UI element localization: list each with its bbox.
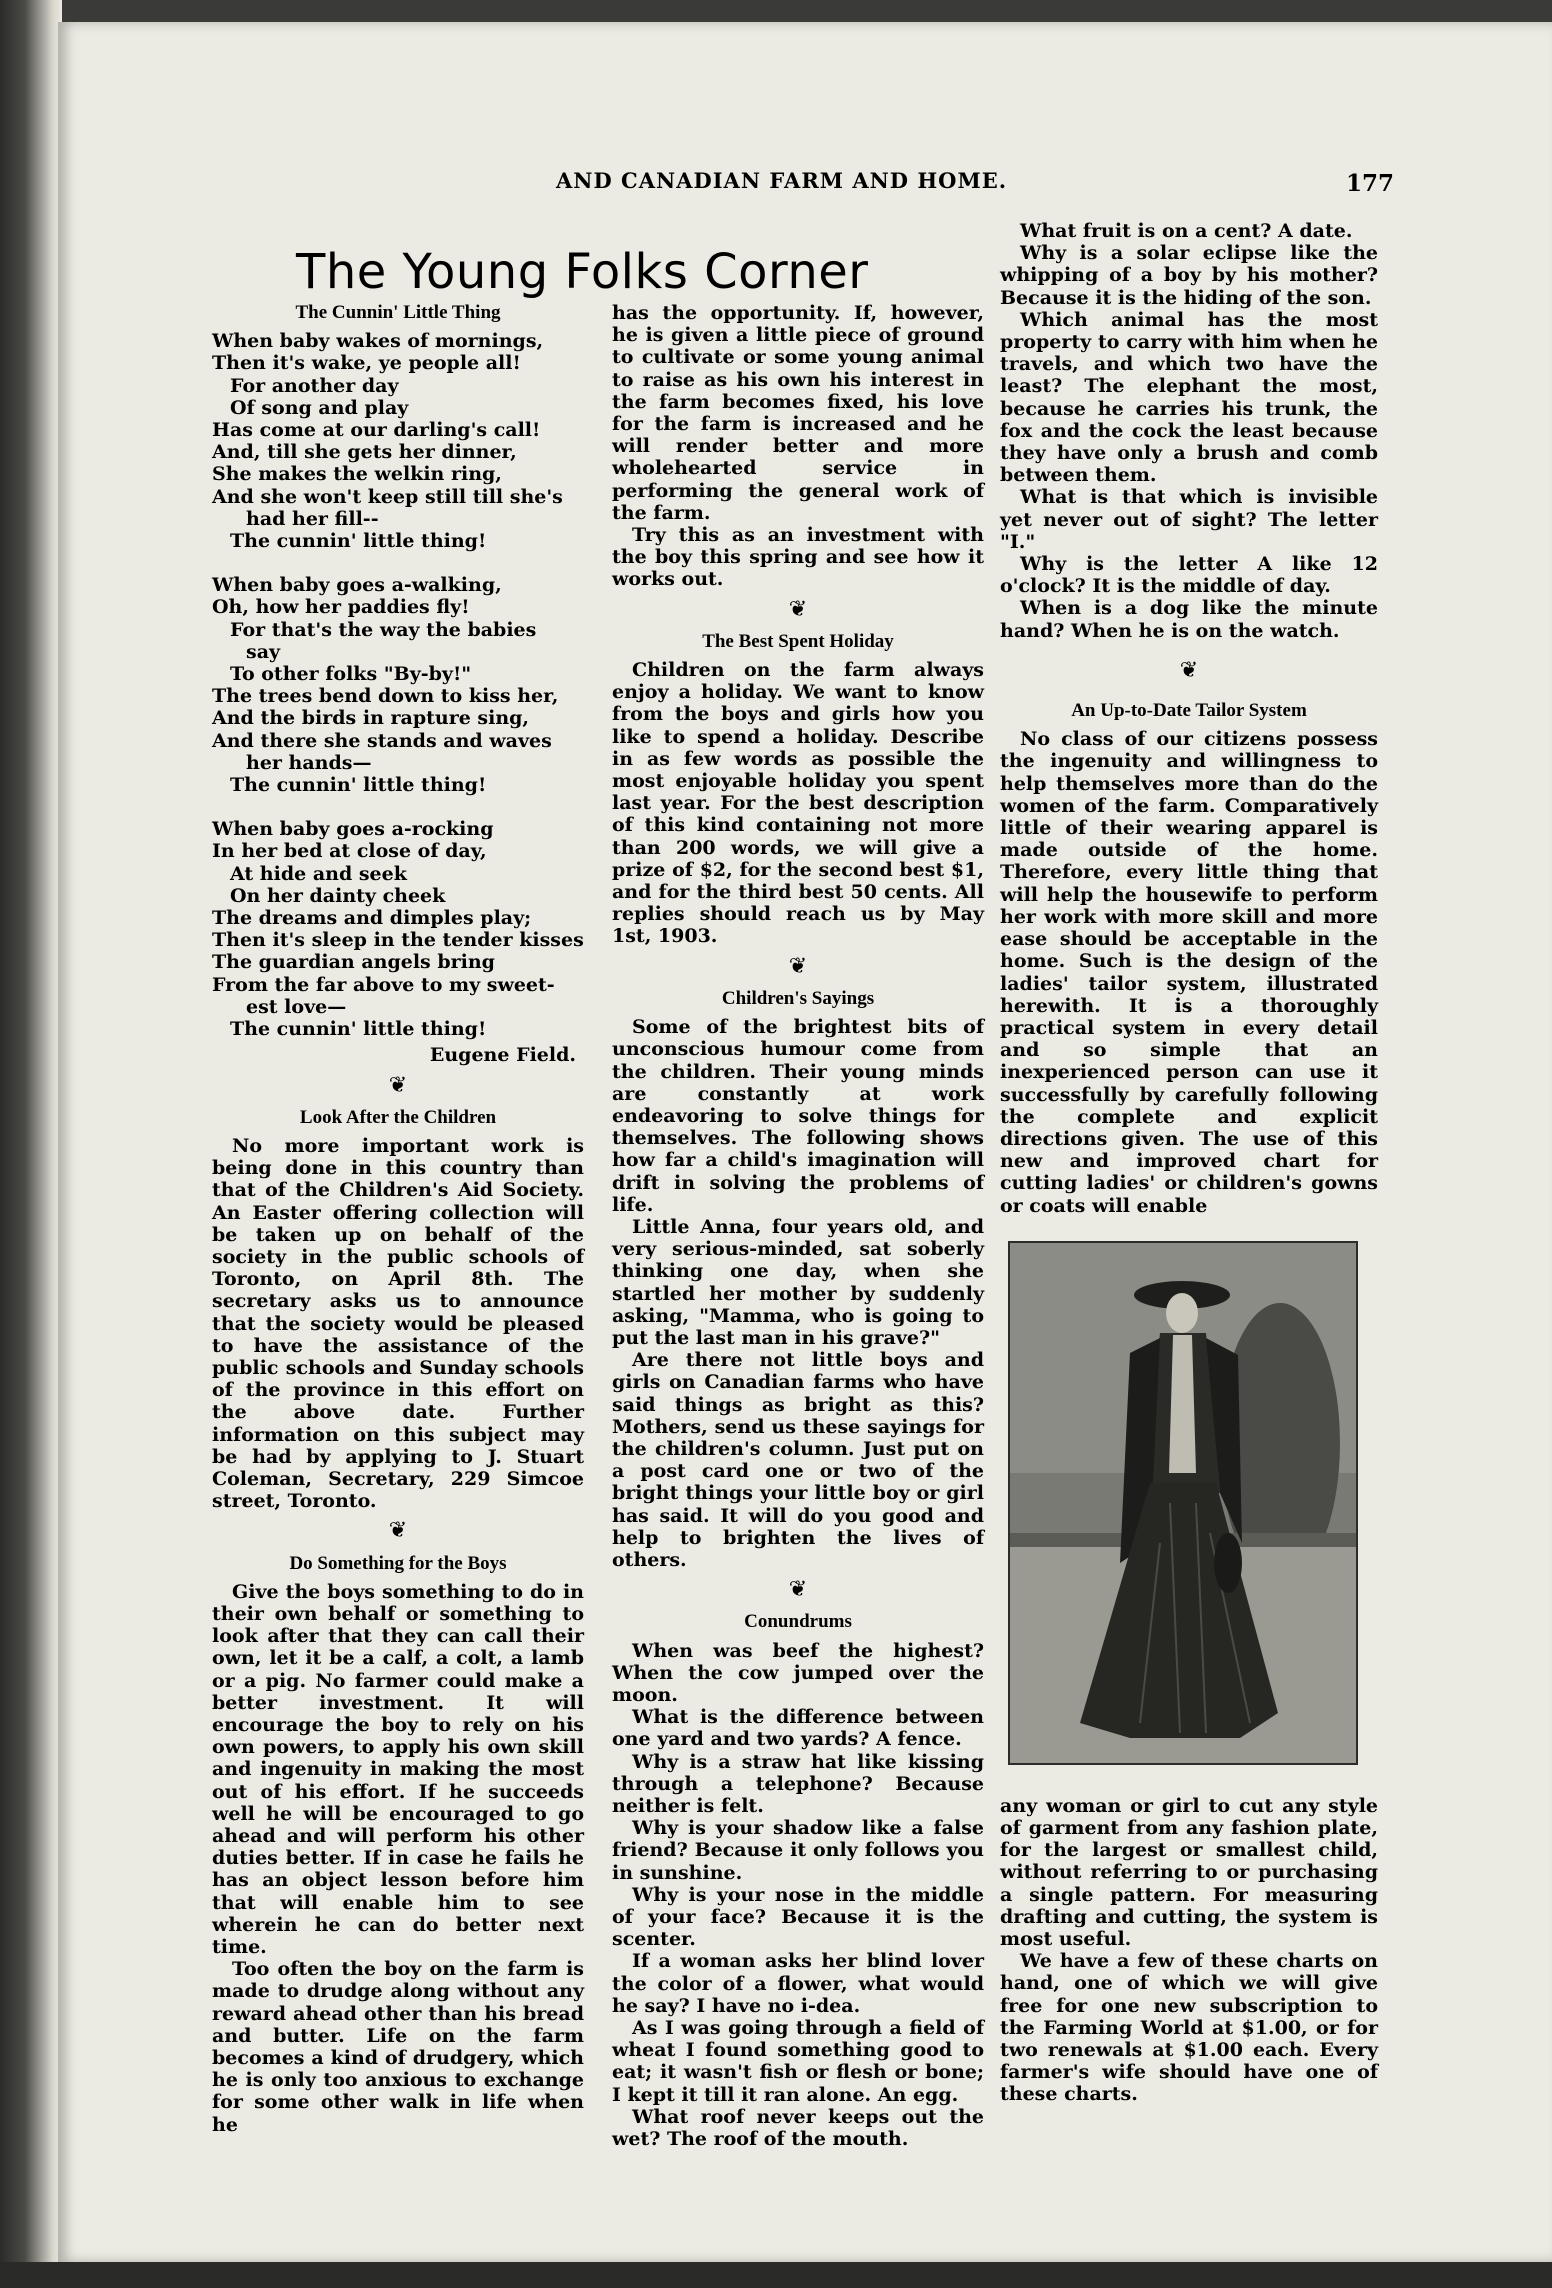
ornament-icon: ❦ bbox=[788, 1577, 808, 1603]
poem-author: Eugene Field. bbox=[429, 1044, 576, 1067]
article-title: Children's Sayings bbox=[721, 987, 875, 1009]
article-paragraph: Little Anna, four years old, and very serious-minded, sat soberly thinking one day, when she startled her mother by suddenly asking, "Mamma, who is going to put the last man in his grave?" bbox=[612, 1215, 984, 1349]
book-spine bbox=[0, 0, 62, 2288]
article-paragraph: has the opportunity. If, however, he is given a little piece of ground to cultivate or some young animal to raise as his own his interest in the farm becomes fixed, his love for the farm is increased and he will render better and more wholehearted service in performing the general work of the farm. bbox=[612, 302, 984, 524]
page-number: 177 bbox=[1346, 170, 1395, 197]
poem-stanza bbox=[212, 818, 584, 1040]
column-3 bbox=[1000, 220, 1378, 2106]
fashion-illustration bbox=[1008, 1241, 1358, 1765]
article-title: The Best Spent Holiday bbox=[702, 630, 894, 652]
running-head: AND CANADIAN FARM AND HOME. bbox=[556, 168, 1008, 193]
article-paragraph: Children on the farm always enjoy a holiday. We want to know from the boys and girls how you like to spend a holiday. Describe in as few words as possible the most enjoyable holiday you spent last year. For the best description of this kind containing not more than 200 words, we will give a prize of $2, for the second best $1, and for the third best 50 cents. All replies should reach us by May 1st, 1903. bbox=[612, 659, 984, 948]
woman-in-gown-icon bbox=[1010, 1243, 1356, 1763]
page-title: The Young Folks Corner bbox=[296, 244, 869, 301]
poem-line: The trees bend down to kiss her, bbox=[212, 685, 559, 708]
poem-title: The Cunnin' Little Thing bbox=[295, 302, 501, 323]
poem-line: To other folks "By-by!" bbox=[230, 663, 472, 686]
conundrum: Which animal has the most property to carry with him when he travels, and which two have the least? The elephant the most, because he carries his trunk, the fox and the cock the least because they have only a brush and comb between them. bbox=[1000, 308, 1378, 487]
column-1 bbox=[212, 302, 584, 2136]
poem-line: The cunnin' little thing! bbox=[230, 774, 487, 797]
conundrum: What is the difference between one yard and two yards? A fence. bbox=[612, 1706, 984, 1751]
poem-line: est love— bbox=[246, 995, 347, 1018]
article-title: Look After the Children bbox=[299, 1106, 497, 1128]
page-bottom-edge bbox=[0, 2262, 1552, 2288]
poem-line: The dreams and dimples play; bbox=[212, 907, 532, 930]
poem-line: And the birds in rapture sing, bbox=[212, 707, 530, 730]
poem-line: In her bed at close of day, bbox=[212, 840, 487, 863]
poem-line: From the far above to my sweet- bbox=[212, 973, 555, 996]
conundrum: Why is a solar eclipse like the whipping of a boy by his mother? Because it is the hiding of the son. bbox=[1000, 242, 1378, 309]
conundrum: As I was going through a field of wheat I found something good to eat; it wasn't fish or flesh or bone; I kept it till it ran alone. An egg. bbox=[612, 2017, 984, 2106]
poem-line: The guardian angels bring bbox=[212, 951, 495, 974]
conundrum: If a woman asks her blind lover the color of a flower, what would he say? I have no i-dea. bbox=[612, 1950, 984, 2017]
conundrum: What is that which is invisible yet never out of sight? The letter "I." bbox=[1000, 486, 1378, 553]
poem-line: And she won't keep still till she's bbox=[212, 485, 563, 508]
poem-line: For another day bbox=[230, 374, 399, 397]
poem-line: Oh, how her paddies fly! bbox=[212, 596, 470, 619]
conundrum: Why is the letter A like 12 o'clock? It is the middle of day. bbox=[1000, 553, 1378, 598]
poem-line: say bbox=[246, 640, 281, 663]
poem-stanza bbox=[212, 330, 584, 552]
poem-line: She makes the welkin ring, bbox=[212, 463, 502, 486]
poem-line: had her fill-- bbox=[246, 507, 379, 530]
ornament-icon: ❦ bbox=[788, 953, 808, 979]
article-title: Do Something for the Boys bbox=[289, 1552, 507, 1574]
article-paragraph: No more important work is being done in this country than that of the Children's Aid Society. An Easter offering collection will be taken up on behalf of the society in the public schools of Toronto, on April 8th. The secretary asks us to announce that the society would be pleased to have the assistance of the public schools and Sunday schools of the province in this effort on the above date. Further information on this subject may be had by applying to J. Stuart Coleman, Secretary, 229 Simcoe street, Toronto. bbox=[212, 1134, 584, 1513]
ornament-icon: ❦ bbox=[788, 596, 808, 622]
article-paragraph: Are there not little boys and girls on Canadian farms who have said things as bright as this? Mothers, send us these sayings for the children's column. Just put on a post card one or two of the bright things your little boy or girl has said. It will do you good and help to brighten the lives of others. bbox=[612, 1349, 984, 1571]
ornament-icon: ❦ bbox=[1179, 657, 1199, 683]
column-2 bbox=[612, 302, 984, 2150]
poem-line: For that's the way the babies bbox=[230, 618, 537, 641]
conundrum: What roof never keeps out the wet? The roof of the mouth. bbox=[612, 2105, 984, 2151]
poem bbox=[212, 330, 584, 1066]
poem-line: And, till she gets her dinner, bbox=[212, 441, 517, 464]
article-paragraph: Try this as an investment with the boy this spring and see how it works out. bbox=[612, 524, 984, 591]
conundrum: When was beef the highest? When the cow jumped over the moon. bbox=[612, 1639, 984, 1706]
ornament-icon: ❦ bbox=[388, 1518, 408, 1544]
poem-line: Has come at our darling's call! bbox=[212, 419, 541, 442]
poem-line: Then it's wake, ye people all! bbox=[212, 352, 521, 375]
article-paragraph: No class of our citizens possess the ingenuity and willingness to help themselves more than do the women of the farm. Comparatively little of their wearing apparel is made outside of the home. Therefore, every little thing that will help the housewife to perform her work with more skill and more ease should be acceptable in the home. Such is the design of the ladies' tailor system, illustrated herewith. It is a thoroughly practical system in every detail and so simple that an inexperienced person can use it successfully by carefully following the complete and explicit directions given. The use of this new and improved chart for cutting ladies' or children's gowns or coats will enable bbox=[1000, 728, 1378, 1217]
poem-line: The cunnin' little thing! bbox=[230, 530, 487, 553]
article-paragraph: Too often the boy on the farm is made to drudge along without any reward ahead other than his bread and butter. Life on the farm becomes a kind of drudgery, which he is only too anxious to exchange for some other walk in life when he bbox=[212, 1958, 584, 2136]
poem-stanza bbox=[212, 574, 584, 796]
article-paragraph: We have a few of these charts on hand, one of which we will give free for one new subscription to the Farming World at $1.00, or for two renewals at $1.00 each. Every farmer's wife should have one of these charts. bbox=[1000, 1950, 1378, 2106]
poem-line: Of song and play bbox=[230, 396, 409, 419]
article-paragraph: Some of the brightest bits of unconscious humour come from the children. Their young minds are constantly at work endeavoring to solve things for themselves. The following shows how far a child's imagination will drift in solving the problems of life. bbox=[612, 1016, 984, 1216]
poem-line: her hands— bbox=[246, 751, 372, 774]
poem-line: At hide and seek bbox=[230, 862, 407, 885]
ornament-icon: ❦ bbox=[388, 1072, 408, 1098]
poem-line: When baby goes a-walking, bbox=[212, 574, 502, 597]
conundrum: Why is your nose in the middle of your face? Because it is the scenter. bbox=[612, 1883, 984, 1951]
poem-line: When baby wakes of mornings, bbox=[212, 330, 544, 353]
conundrum: What fruit is on a cent? A date. bbox=[1020, 220, 1353, 242]
poem-line: The cunnin' little thing! bbox=[230, 1018, 487, 1041]
conundrum: When is a dog like the minute hand? When he is on the watch. bbox=[1000, 597, 1378, 642]
article-title: Conundrums bbox=[744, 1611, 852, 1633]
poem-line: When baby goes a-rocking bbox=[212, 818, 494, 841]
article-title: An Up-to-Date Tailor System bbox=[1071, 700, 1307, 722]
article-paragraph: Give the boys something to do in their own behalf or something to look after that they can call their own, let it be a calf, a colt, a lamb or a pig. No farmer could make a better investment. It will encourage the boy to rely on his own powers, to apply his own skill and ingenuity in making the most out of his effort. If he succeeds well he will be encouraged to go ahead and will perform his other duties better. If in case he fails he has an object lesson before him that will enable him to see wherein he can do better next time. bbox=[212, 1580, 584, 1959]
article-paragraph: any woman or girl to cut any style of garment from any fashion plate, for the largest or smallest child, without referring to or purchasing a single pattern. For measuring drafting and cutting, the system is most useful. bbox=[1000, 1794, 1378, 1950]
conundrum: Why is a straw hat like kissing through a telephone? Because neither is felt. bbox=[612, 1750, 984, 1817]
poem-line: Then it's sleep in the tender kisses bbox=[212, 929, 584, 952]
conundrum: Why is your shadow like a false friend? Because it only follows you in sunshine. bbox=[612, 1817, 984, 1884]
poem-line: On her dainty cheek bbox=[230, 884, 446, 907]
poem-line: And there she stands and waves bbox=[212, 729, 552, 752]
